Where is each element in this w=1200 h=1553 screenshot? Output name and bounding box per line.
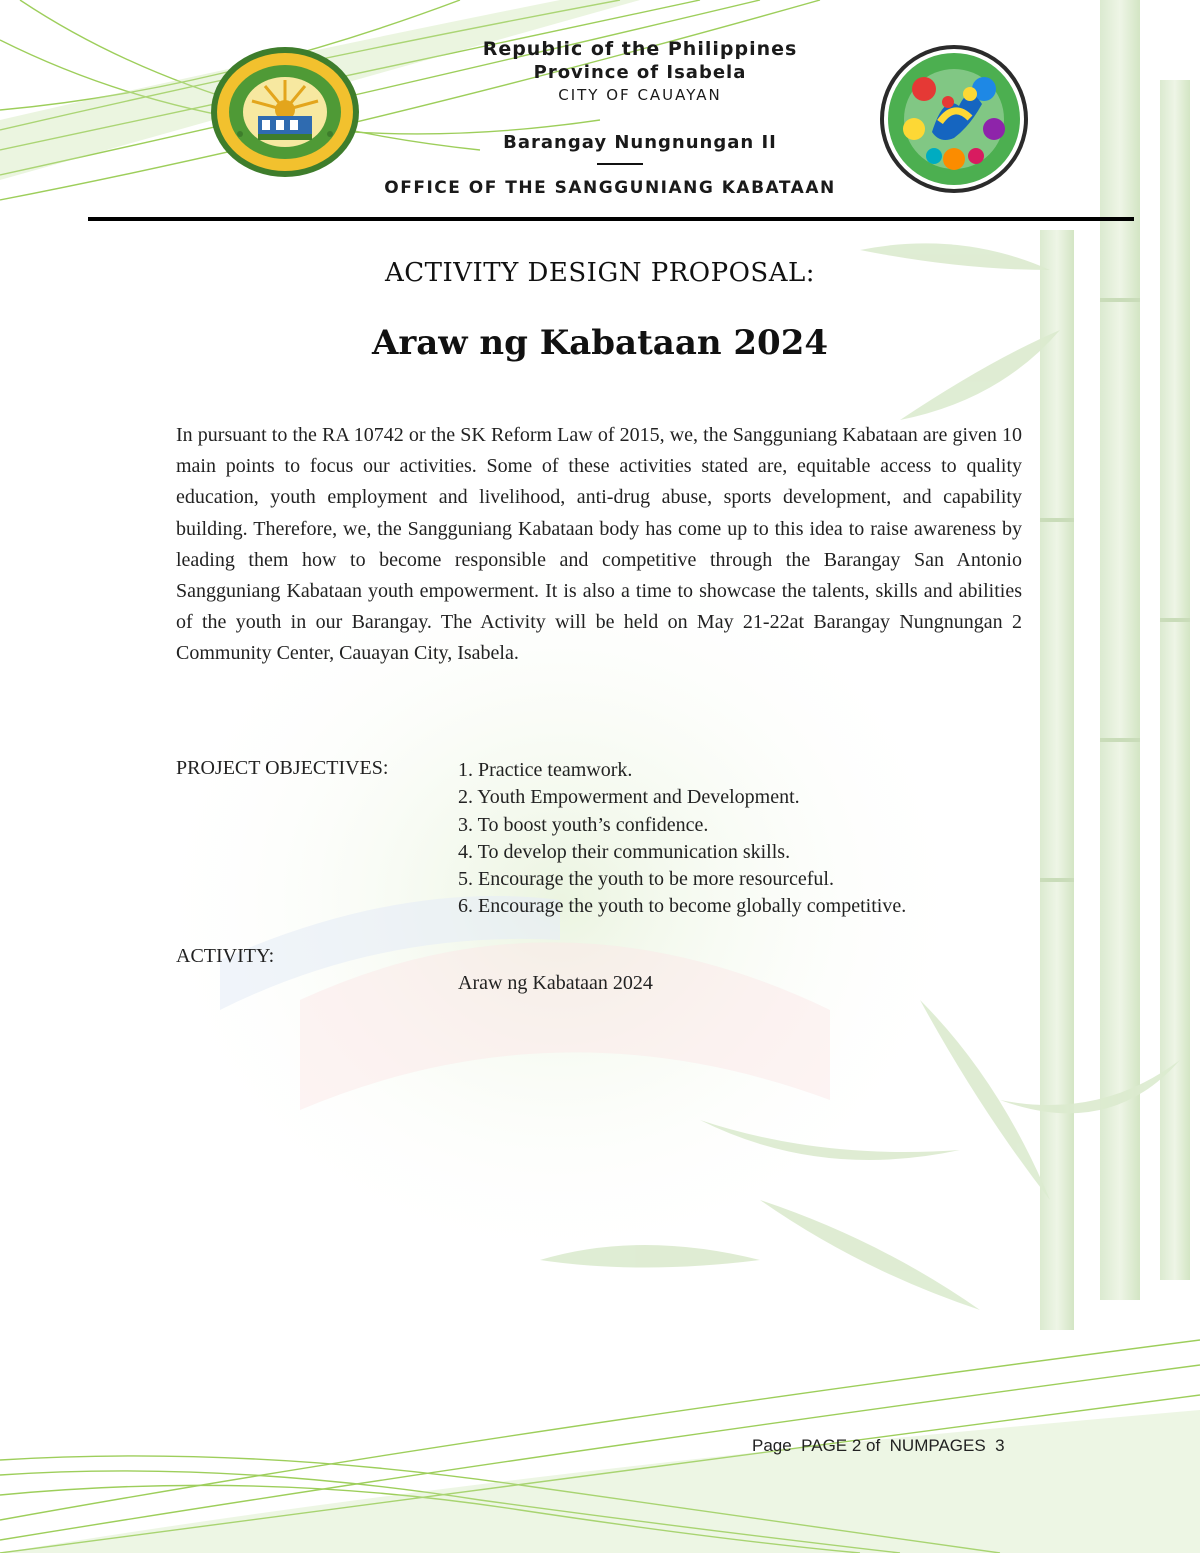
objective-item: 4. To develop their communication skills.	[458, 840, 791, 863]
header-rule	[88, 217, 1134, 221]
event-title: Araw ng Kabataan 2024	[371, 323, 829, 363]
header-barangay: Barangay Nungnungan II	[503, 132, 777, 153]
document-heading: ACTIVITY DESIGN PROPOSAL:	[384, 258, 816, 288]
header-short-divider	[597, 163, 643, 165]
objective-item: 3. To boost youth’s confidence.	[458, 813, 709, 836]
objective-item: 1. Practice teamwork.	[458, 759, 633, 781]
header-office: OFFICE OF THE SANGGUNIANG KABATAAN	[384, 178, 836, 198]
body-paragraph: In pursuant to the RA 10742 or the SK Reform Law of 2015, we, the Sangguniang Kabataan are given 10 main points to focus our activities. Some of these activities stated are, equitable access to quality education, youth employment and livelihood, anti-drug abuse, sports development, and capability building. Therefore, we, the Sangguniang Kabataan body has come up to this idea to raise awareness by leading them how to become responsible and competitive through the Barangay San Antonio Sangguniang Kabataan youth empowerment. It is also a time to showcase the talents, skills and abilities of the youth in our Barangay. The Activity will be held on May 21-22at Barangay Nungnungan 2 Community Center, Cauayan City, Isabela.	[176, 424, 1022, 665]
swoosh-band	[0, 1410, 1200, 1553]
bamboo-leaf	[920, 1000, 1050, 1200]
objectives-list	[458, 757, 906, 921]
cauayan-city-seal-logo	[210, 46, 360, 178]
bamboo-stalk	[1040, 230, 1074, 1330]
header-province: Province of Isabela	[533, 62, 747, 83]
objective-item: 6. Encourage the youth to become globally competitive.	[458, 895, 907, 918]
header-republic: Republic of the Philippines	[482, 38, 798, 60]
objective-item: 2. Youth Empowerment and Development.	[458, 786, 800, 809]
page-number-footer: Page PAGE 2 of NUMPAGES 3	[752, 1436, 1005, 1455]
bamboo-leaf	[760, 1200, 980, 1310]
bamboo-leaf	[1000, 1060, 1180, 1113]
header-city: CITY OF CAUAYAN	[558, 86, 722, 104]
objectives-label: PROJECT OBJECTIVES:	[176, 757, 389, 779]
activity-label: ACTIVITY:	[176, 945, 275, 967]
objective-item: 5. Encourage the youth to be more resourceful.	[458, 868, 834, 891]
activity-value: Araw ng Kabataan 2024	[458, 972, 653, 994]
